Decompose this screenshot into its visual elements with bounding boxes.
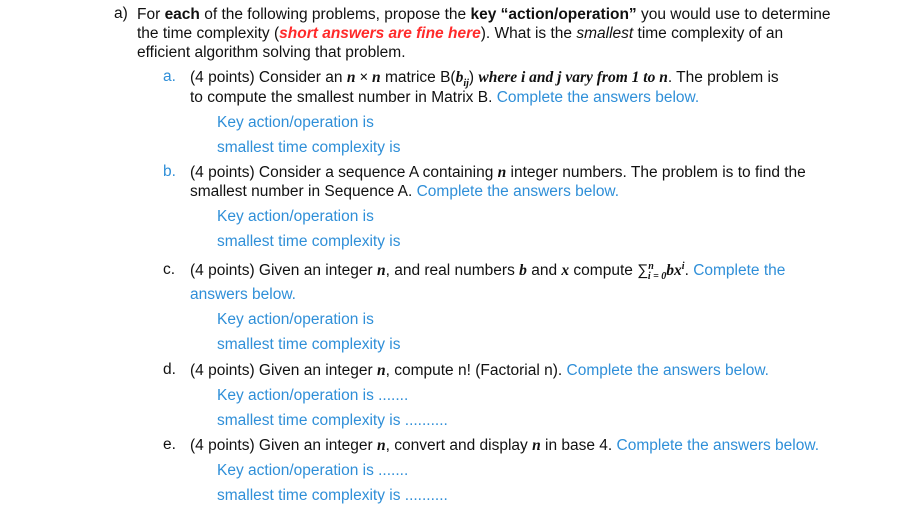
math-subscript: ij (463, 78, 469, 89)
intro-line-2 (137, 24, 783, 44)
subquestion-a-line-1 (190, 68, 779, 90)
intro-line-1 (137, 5, 831, 25)
answer-time-complexity-e[interactable]: smallest time complexity is .......... (217, 487, 448, 504)
math: b (455, 69, 464, 86)
text: you would use to determine (636, 6, 831, 23)
text: For (137, 6, 165, 23)
text: integer numbers. The problem is to find the (506, 164, 806, 181)
instruction: Complete the answers below. (496, 89, 700, 106)
text: ) (468, 69, 479, 86)
sigma-upper-limit: n (648, 261, 654, 272)
emphasis: key “action/operation” (470, 6, 637, 23)
subquestion-b-line-2 (190, 182, 619, 202)
text: ). What is the (480, 25, 577, 42)
instruction: Complete the answers below. (616, 437, 819, 454)
math: n (376, 362, 386, 379)
math: where i and j vary from 1 to n (478, 69, 668, 86)
intro-line-3: efficient algorithm solving that problem. (137, 44, 406, 61)
math: bx (666, 262, 682, 279)
instruction: Complete the answers below. (416, 183, 620, 200)
answer-key-action-e[interactable]: Key action/operation is ....... (217, 462, 409, 479)
math: n (497, 164, 507, 181)
subquestion-c-line-1 (190, 261, 785, 283)
text: of the following problems, propose the (199, 6, 471, 23)
subquestion-c-line-2: answers below. (190, 286, 296, 303)
text: in base 4. (540, 437, 617, 454)
text: . (684, 262, 694, 279)
subquestion-marker-a: a. (163, 68, 176, 85)
text: (4 points) Given an integer (190, 362, 377, 379)
math: n (376, 262, 386, 279)
text: the time complexity ( (137, 25, 280, 42)
answer-time-complexity-d[interactable]: smallest time complexity is .......... (217, 412, 448, 429)
text: , convert and display (385, 437, 533, 454)
text: (4 points) Given an integer (190, 262, 377, 279)
text: , compute n! (Factorial n). (385, 362, 567, 379)
subquestion-a-line-2 (190, 88, 699, 108)
text: (4 points) Given an integer (190, 437, 377, 454)
emphasis: each (164, 6, 200, 23)
math: n (532, 437, 541, 454)
instruction: Complete the (693, 262, 786, 279)
math: n (376, 437, 386, 454)
subquestion-marker-b: b. (163, 163, 176, 180)
text: (4 points) Consider an (190, 69, 347, 86)
sigma-lower-limit: i = 0 (647, 271, 667, 282)
subquestion-marker-e: e. (163, 436, 176, 453)
subquestion-marker-d: d. (163, 361, 176, 378)
math: n × n (346, 69, 381, 86)
sigma-symbol: ∑ (637, 262, 649, 279)
instruction: Complete the answers below. (566, 362, 769, 379)
answer-key-action-a[interactable]: Key action/operation is (217, 114, 374, 131)
answer-time-complexity-b[interactable]: smallest time complexity is (217, 233, 401, 250)
text: and (526, 262, 562, 279)
subquestion-b-line-1 (190, 163, 806, 183)
text: time complexity of an (633, 25, 784, 42)
text: . The problem is (667, 69, 779, 86)
answer-key-action-c[interactable]: Key action/operation is (217, 311, 374, 328)
answer-key-action-d[interactable]: Key action/operation is ....... (217, 387, 409, 404)
text: compute (569, 262, 638, 279)
math-superscript: i (681, 261, 685, 272)
text: to compute the smallest number in Matrix B. (190, 89, 497, 106)
answer-key-action-b[interactable]: Key action/operation is (217, 208, 374, 225)
emphasis-italic: smallest (576, 25, 634, 42)
subquestion-marker-c: c. (163, 261, 176, 278)
math: x (561, 262, 570, 279)
text: , and real numbers (385, 262, 520, 279)
text: matrice B( (380, 69, 456, 86)
answer-time-complexity-a[interactable]: smallest time complexity is (217, 139, 401, 156)
math: b (519, 262, 527, 279)
subquestion-e-line-1 (190, 436, 819, 456)
subquestion-d-line-1 (190, 361, 769, 381)
text: (4 points) Consider a sequence A containing (190, 164, 498, 181)
answer-time-complexity-c[interactable]: smallest time complexity is (217, 336, 401, 353)
emphasis-red: short answers are fine here (279, 25, 481, 42)
question-marker-a: a) (114, 5, 128, 22)
text: smallest number in Sequence A. (190, 183, 417, 200)
